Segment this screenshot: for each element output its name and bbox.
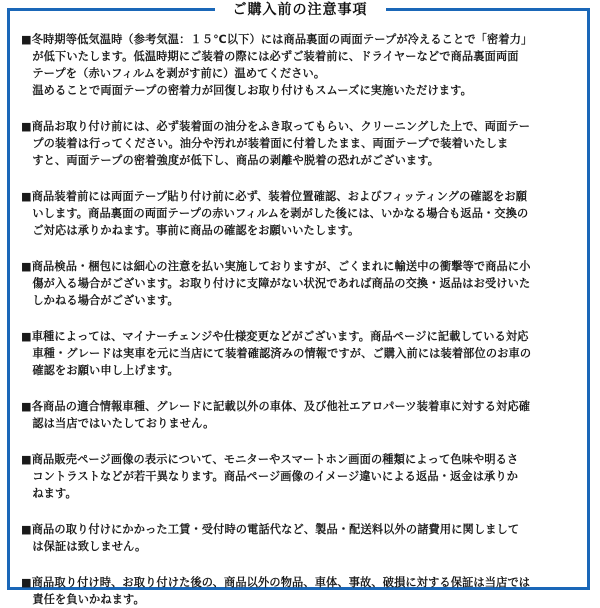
notice-item — [21, 574, 581, 608]
notice-line: 責任を負いかねます。 — [21, 593, 145, 606]
notice-line: 傷が入る場合がございます。お取り付けに支障がない状況であれば商品の交換・返品はお受けいた — [21, 277, 531, 290]
notice-list — [21, 31, 581, 608]
notice-item — [21, 188, 581, 239]
notice-item — [21, 451, 581, 502]
notice-line: プの装着は行ってください。油分や汚れが装着面に付着したまま、両面テープで装着いたしま — [21, 137, 509, 150]
notice-line: ■各商品の適合情報車種、グレードに記載以外の車体、及び他社エアロパーツ装着車に対する対応確 — [21, 400, 531, 413]
notice-line: 温めることで両面テープの密着力が回復しお取り付けもスムーズに実施いただけます。 — [21, 84, 472, 97]
notice-line: ■商品の取り付けにかかった工賃・受付時の電話代など、製品・配送料以外の諸費用に関しまして — [21, 523, 520, 536]
notice-item — [21, 31, 581, 99]
notice-item — [21, 521, 581, 555]
notice-item — [21, 118, 581, 169]
notice-line: ■冬時期等低気温時（参考気温：１５℃以下）には商品裏面の両面テープが冷えることで「密着力」 — [21, 33, 533, 46]
notice-line: が低下いたします。低温時期にご装着の際には必ずご装着前に、ドライヤーなどで商品裏面両面 — [21, 50, 519, 63]
notice-item — [21, 328, 581, 379]
notice-line: 認は当店ではいたしておりません。 — [21, 417, 215, 430]
notice-line: ■商品検品・梱包には細心の注意を払い実施しておりますが、ごくまれに輸送中の衝撃等で商品に小 — [21, 260, 531, 273]
page-title: ご購入前の注意事項 — [215, 0, 386, 20]
notice-line: ■商品取り付け時、お取り付けた後の、商品以外の物品、車体、事故、破損に対する保証は当店では — [21, 576, 531, 589]
notice-line: ねます。 — [21, 487, 77, 500]
notice-line: ご対応は承りかねます。事前に商品の確認をお願いいたします。 — [21, 224, 360, 237]
notice-line: すと、両面テープの密着強度が低下し、商品の剥離や脱着の恐れがございます。 — [21, 154, 440, 167]
notice-line: ■商品販売ページ画像の表示について、モニターやスマートホン画面の種類によって色味や明るさ — [21, 453, 519, 466]
notice-line: しかねる場合がございます。 — [21, 294, 179, 307]
notice-line: テープを（赤いフィルムを剥がす前に）温めてください。 — [21, 67, 326, 80]
notice-line: 確認をお願い申し上げます。 — [21, 364, 179, 377]
notice-line: いします。商品裏面の両面テープの赤いフィルムを剥がした後には、いかなる場合も返品・交換の — [21, 207, 529, 220]
notice-line: ■商品装着前には両面テープ貼り付け前に必ず、装着位置確認、およびフィッティングの確認をお願 — [21, 190, 528, 203]
notice-line: ■車種によっては、マイナーチェンジや仕様変更などがございます。商品ページに記載している対応 — [21, 330, 529, 343]
notice-item — [21, 398, 581, 432]
notice-item — [21, 258, 581, 309]
notice-line: は保証は致しません。 — [21, 540, 147, 553]
notice-line: コントラストなどが若干異なります。商品ページ画像のイメージ違いによる返品・返金は承りか — [21, 470, 519, 483]
title-bar — [0, 0, 600, 22]
notice-line: ■商品お取り付け前には、必ず装着面の油分をふき取ってもらい、クリーニングした上で、両面テー — [21, 120, 531, 133]
notice-line: 車種・グレードは実車を元に当店にて装着確認済みの情報ですが、ご購入前には装着部位のお車の — [21, 347, 532, 360]
